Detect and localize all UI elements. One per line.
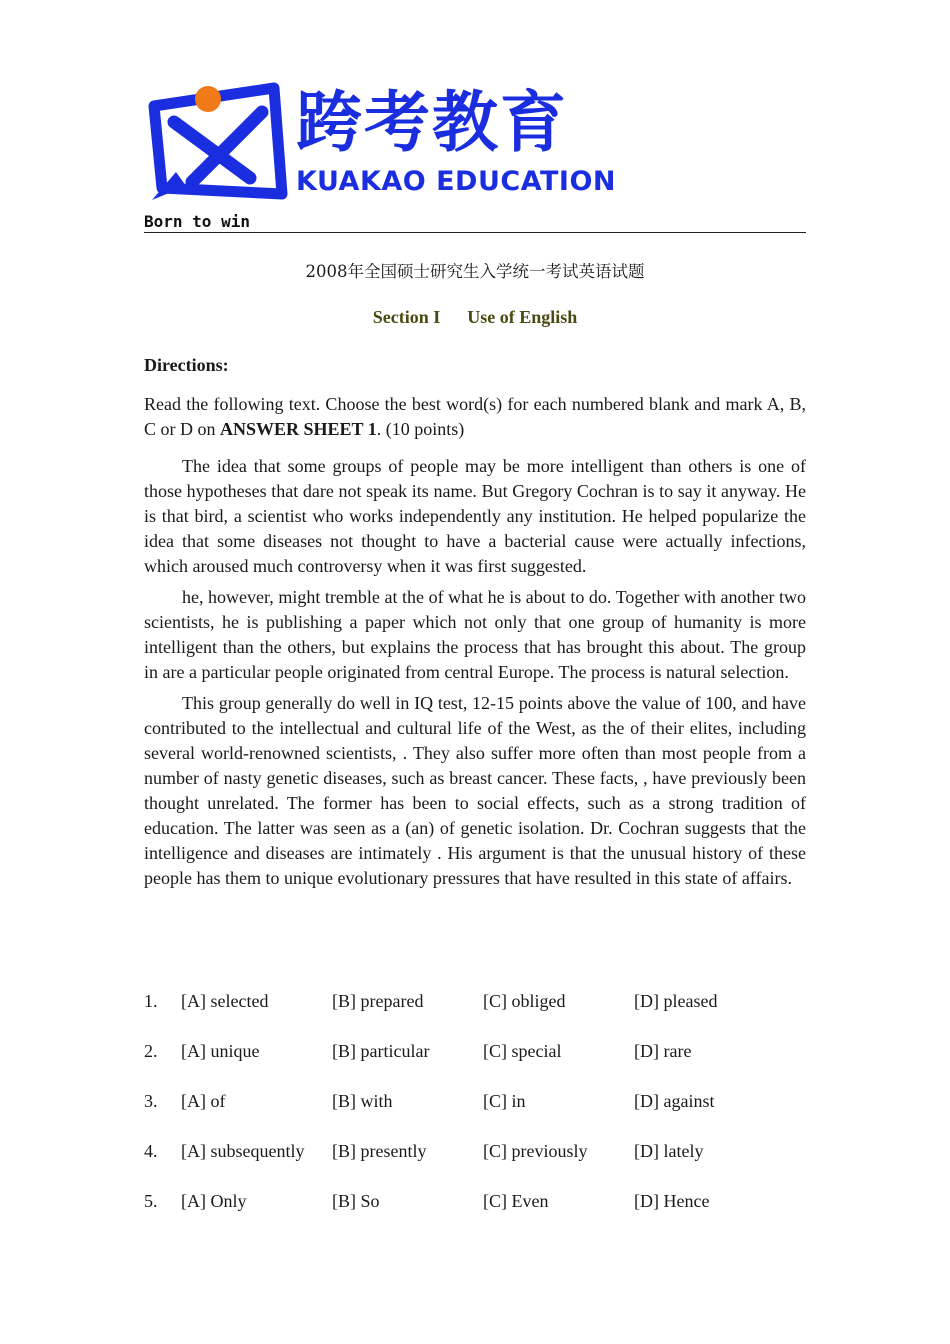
option-d: [D] against [634, 1091, 715, 1111]
directions-points: . (10 points) [376, 419, 465, 439]
question-row [144, 1038, 806, 1088]
option-d: [D] lately [634, 1141, 704, 1161]
question-row [144, 1138, 806, 1188]
logo-english-text: KUAKAO EDUCATION [296, 166, 617, 197]
option-a: [A] Only [181, 1191, 247, 1211]
directions-heading: Directions: [144, 355, 229, 375]
question-number: 1. [144, 991, 158, 1011]
option-d: [D] rare [634, 1041, 692, 1061]
question-number: 4. [144, 1141, 158, 1161]
section-title: Section I Use of English [372, 307, 578, 327]
slogan: Born to win [144, 212, 250, 231]
option-c: [C] obliged [483, 991, 566, 1011]
option-b: [B] with [332, 1091, 393, 1111]
option-b: [B] So [332, 1191, 380, 1211]
option-b: [B] particular [332, 1041, 430, 1061]
option-c: [C] in [483, 1091, 526, 1111]
header-divider [144, 232, 806, 233]
question-options [144, 988, 806, 1238]
directions-text [144, 392, 806, 442]
question-number: 3. [144, 1091, 158, 1111]
option-d: [D] pleased [634, 991, 718, 1011]
reading-passage [144, 454, 806, 897]
passage-paragraph: he, however, might tremble at the of what he is about to do. Together with another two scientists, he is publishing a paper which not only that one group of humanity is more intelligent than the others, but explains the process that has brought this about. The group in are a particular people originated from central Europe. The process is natural selection. [144, 587, 806, 682]
option-c: [C] special [483, 1041, 562, 1061]
option-a: [A] unique [181, 1041, 260, 1061]
brand-logo [146, 82, 617, 204]
directions-text-part: Read the following text. Choose the best word(s) for each numbered blank and mark A, B, C or D on [144, 394, 806, 439]
question-number: 2. [144, 1041, 158, 1061]
option-b: [B] prepared [332, 991, 424, 1011]
passage-paragraph: The idea that some groups of people may be more intelligent than others is one of those hypotheses that dare not speak its name. But Gregory Cochran is to say it anyway. He is that bird, a scientist who works independently any institution. He helped popularize the idea that some diseases not thought to have a bacterial cause were actually infections, which aroused much controversy when it was first suggested. [144, 456, 806, 576]
exam-title: 2008年全国硕士研究生入学统一考试英语试题 [305, 262, 645, 281]
option-a: [A] of [181, 1091, 226, 1111]
question-row [144, 1088, 806, 1138]
option-b: [B] presently [332, 1141, 427, 1161]
passage-paragraph: This group generally do well in IQ test, 12-15 points above the value of 100, and have contributed to the intellectual and cultural life of the West, as the of their elites, including several world-renowned scientists, . They also suffer more often than most people from a number of nasty genetic diseases, such as breast cancer. These facts, , have previously been thought unrelated. The former has been to social effects, such as a strong tradition of education. The latter was seen as a (an) of genetic isolation. Dr. Cochran suggests that the intelligence and diseases are intimately . His argument is that the unusual history of these people has them to unique evolutionary pressures that have resulted in this state of affairs. [144, 693, 806, 888]
option-c: [C] Even [483, 1191, 549, 1211]
kuakao-emblem-icon [146, 82, 291, 204]
option-d: [D] Hence [634, 1191, 710, 1211]
logo-chinese-text: 跨考教育 [296, 84, 568, 161]
question-row [144, 988, 806, 1038]
option-a: [A] selected [181, 991, 269, 1011]
question-row [144, 1188, 806, 1238]
option-c: [C] previously [483, 1141, 588, 1161]
question-number: 5. [144, 1191, 158, 1211]
option-a: [A] subsequently [181, 1141, 305, 1161]
answer-sheet-label: ANSWER SHEET 1 [220, 419, 377, 439]
orange-dot-icon [195, 86, 221, 112]
